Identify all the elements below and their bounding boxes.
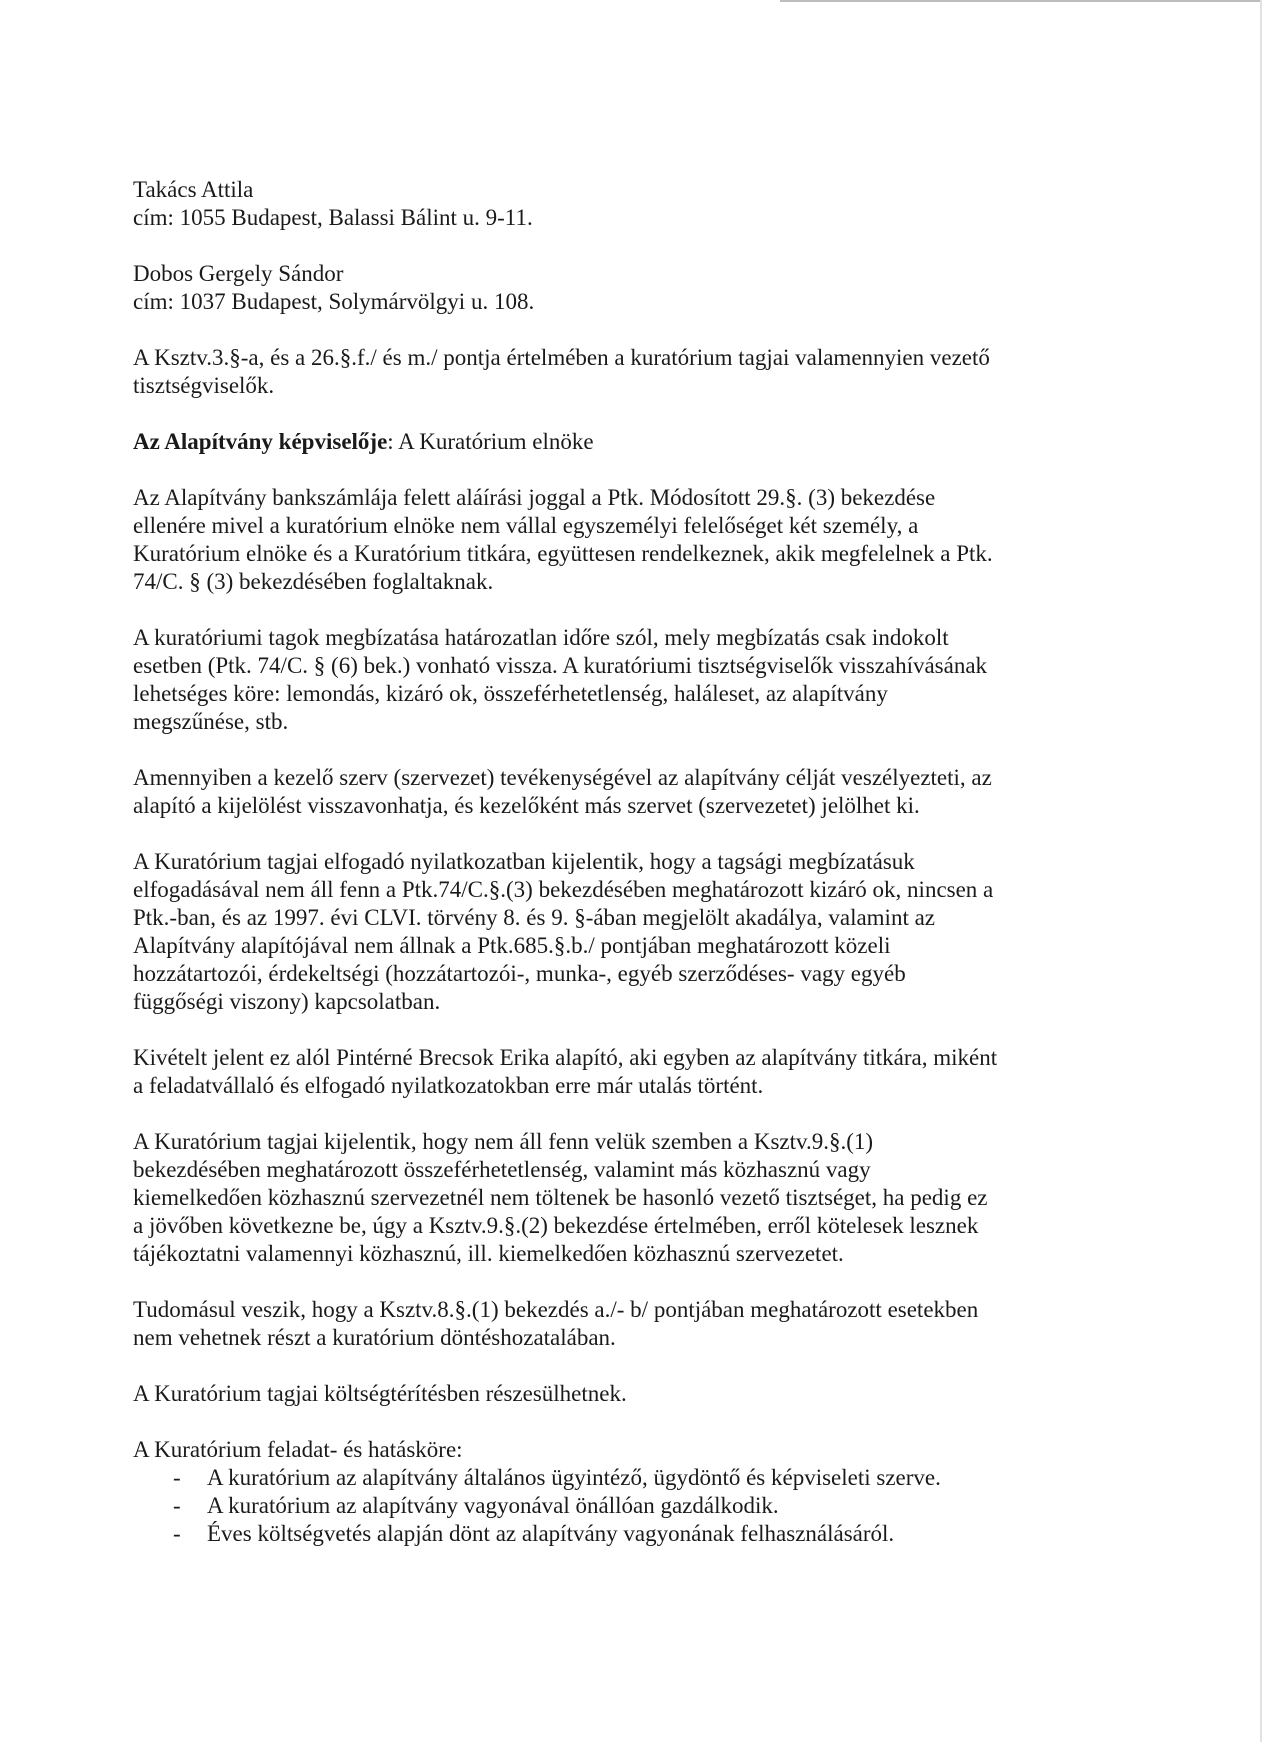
- text-line: megszűnése, stb.: [133, 709, 289, 734]
- member-2: [133, 260, 1093, 316]
- list-item-text: Éves költségvetés alapján dönt az alapítvány vagyonának felhasználásáról.: [207, 1521, 895, 1546]
- text-line: lehetséges köre: lemondás, kizáró ok, összeférhetetlenség, haláleset, az alapítvány: [133, 681, 888, 706]
- member-1-address: cím: 1055 Budapest, Balassi Bálint u. 9-11.: [133, 205, 533, 230]
- text-line: Kivételt jelent ez alól Pintérné Brecsok Erika alapító, aki egyben az alapítvány titkára, miként: [133, 1045, 998, 1070]
- text-line: Alapítvány alapítójával nem állnak a Ptk.685.§.b./ pontjában meghatározott közeli: [133, 933, 891, 958]
- management-paragraph: [133, 764, 1093, 820]
- text-line: kiemelkedően közhasznú szervezetnél nem töltenek be hasonló vezető tisztséget, ha pedig ez: [133, 1185, 988, 1210]
- officers-paragraph: [133, 344, 1093, 400]
- text-line: Ptk.-ban, és az 1997. évi CLVI. törvény 8. és 9. §-ában megjelölt akadálya, valamint az: [133, 905, 936, 930]
- document-page: [133, 176, 1093, 1548]
- list-item-text: A kuratórium az alapítvány általános ügyintéző, ügydöntő és képviseleti szerve.: [207, 1465, 941, 1490]
- mandate-paragraph: [133, 624, 1093, 736]
- text-line: esetben (Ptk. 74/C. § (6) bek.) vonható vissza. A kuratóriumi tisztségviselők visszahívásának: [133, 653, 988, 678]
- text-line: Amennyiben a kezelő szerv (szervezet) tevékenységével az alapítvány célját veszélyezteti, az: [133, 765, 992, 790]
- declaration-paragraph: [133, 848, 1093, 1016]
- list-item: [173, 1520, 1093, 1548]
- text-line: Tudomásul veszik, hogy a Ksztv.8.§.(1) bekezdés a./- b/ pontjában meghatározott esetekben: [133, 1297, 979, 1322]
- scan-top-edge-line: [780, 0, 1262, 2]
- text-line: tájékoztatni valamennyi közhasznú, ill. kiemelkedően közhasznú szervezetet.: [133, 1241, 844, 1266]
- text-line: Kuratórium elnöke és a Kuratórium titkára, együttesen rendelkeznek, akik megfelelnek a Ptk.: [133, 541, 993, 566]
- member-2-name: Dobos Gergely Sándor: [133, 261, 344, 286]
- representative-paragraph: [133, 428, 1093, 456]
- bullet-dash: -: [173, 1465, 181, 1490]
- conflict-paragraph: [133, 1128, 1093, 1268]
- member-1-name: Takács Attila: [133, 177, 254, 202]
- list-item: [173, 1492, 1093, 1520]
- text-line: tisztségviselők.: [133, 373, 275, 398]
- text-line: A Kuratórium tagjai kijelentik, hogy nem áll fenn velük szemben a Ksztv.9.§.(1): [133, 1129, 874, 1154]
- duties-heading: A Kuratórium feladat- és hatásköre:: [133, 1437, 463, 1462]
- text-line: A kuratóriumi tagok megbízatása határozatlan időre szól, mely megbízatás csak indokolt: [133, 625, 949, 650]
- bullet-dash: -: [173, 1493, 181, 1518]
- bullet-dash: -: [173, 1521, 181, 1546]
- text-line: nem vehetnek részt a kuratórium döntéshozatalában.: [133, 1325, 616, 1350]
- representative-value: : A Kuratórium elnöke: [387, 429, 594, 454]
- member-2-address: cím: 1037 Budapest, Solymárvölgyi u. 108.: [133, 289, 535, 314]
- text-line: A Ksztv.3.§-a, és a 26.§.f./ és m./ pontja értelmében a kuratórium tagjai valamennyien vezető: [133, 345, 990, 370]
- reimbursement-paragraph: A Kuratórium tagjai költségtérítésben részesülhetnek.: [133, 1381, 627, 1406]
- duties-list: [133, 1464, 1093, 1548]
- text-line: bekezdésében meghatározott összeférhetetlenség, valamint más közhasznú vagy: [133, 1157, 871, 1182]
- decision-paragraph: [133, 1296, 1093, 1352]
- text-line: a feladatvállaló és elfogadó nyilatkozatokban erre már utalás történt.: [133, 1073, 764, 1098]
- text-line: a jövőben következne be, úgy a Ksztv.9.§.(2) bekezdése értelmében, erről kötelesek lesznek: [133, 1213, 979, 1238]
- text-line: függőségi viszony) kapcsolatban.: [133, 989, 441, 1014]
- list-item: [173, 1464, 1093, 1492]
- representative-label: Az Alapítvány képviselője: [133, 429, 388, 454]
- text-line: ellenére mivel a kuratórium elnöke nem vállal egyszemélyi felelőséget két személy, a: [133, 513, 919, 538]
- list-item-text: A kuratórium az alapítvány vagyonával önállóan gazdálkodik.: [207, 1493, 779, 1518]
- text-line: 74/C. § (3) bekezdésében foglaltaknak.: [133, 569, 494, 594]
- text-line: alapító a kijelölést visszavonhatja, és kezelőként más szervet (szervezetet) jelölhet ki.: [133, 793, 920, 818]
- text-line: A Kuratórium tagjai elfogadó nyilatkozatban kijelentik, hogy a tagsági megbízatásuk: [133, 849, 915, 874]
- member-1: [133, 176, 1093, 232]
- text-line: hozzátartozói, érdekeltségi (hozzátartozói-, munka-, egyéb szerződéses- vagy egyéb: [133, 961, 906, 986]
- text-line: Az Alapítvány bankszámlája felett aláírási joggal a Ptk. Módosított 29.§. (3) bekezdése: [133, 485, 936, 510]
- exception-paragraph: [133, 1044, 1093, 1100]
- bank-paragraph: [133, 484, 1093, 596]
- text-line: elfogadásával nem áll fenn a Ptk.74/C.§.(3) bekezdésében meghatározott kizáró ok, nincsen a: [133, 877, 994, 902]
